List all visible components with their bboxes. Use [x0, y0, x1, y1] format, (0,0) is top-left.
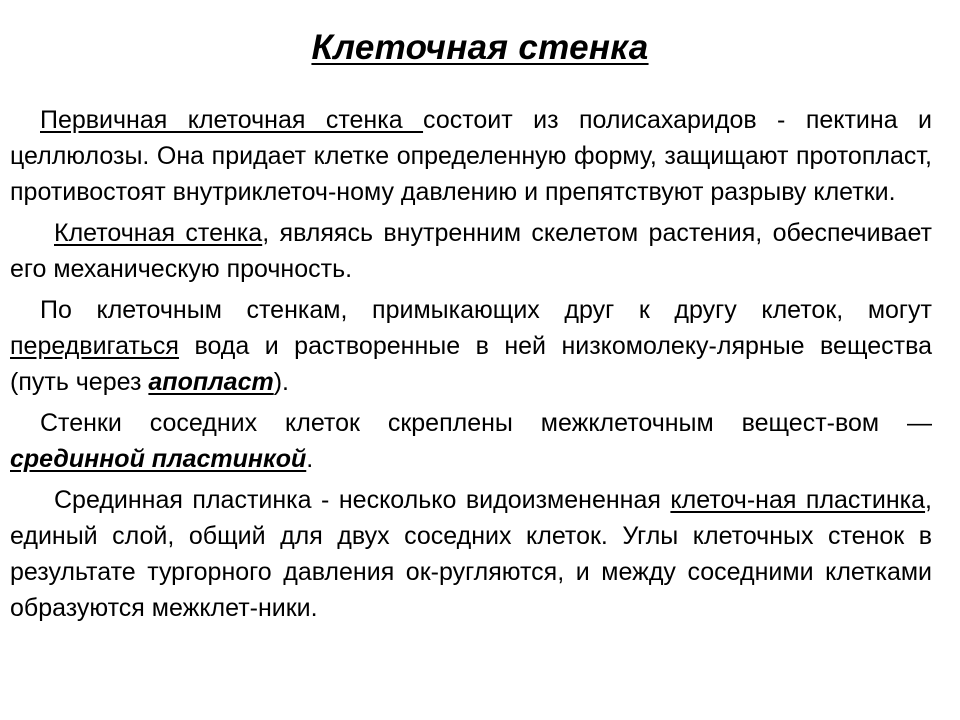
paragraph-text: По клеточным стенкам, примыкающих друг к другу клеток, могут	[40, 296, 932, 324]
indent	[10, 486, 54, 514]
paragraph-lamella-description	[10, 482, 932, 626]
indent	[10, 409, 40, 437]
paragraph-middle-lamella	[10, 405, 932, 477]
paragraph-cell-wall-skeleton	[10, 215, 932, 287]
indent	[10, 219, 54, 247]
paragraph-transport	[10, 292, 932, 400]
paragraph-text: .	[306, 445, 314, 473]
paragraph-text: состоит из полисахаридов - пектина и целлюлозы. Она придает клетке определенную форму, защищают протопласт, противостоят внутриклеточ-ному давлению и препятствуют разрыву клетки.	[10, 106, 932, 206]
term-cell-wall: Клеточная стенка	[54, 219, 263, 247]
indent	[10, 296, 40, 324]
indent	[10, 106, 40, 134]
slide-body	[10, 102, 932, 631]
paragraph-text: вода и растворенные в ней низкомолеку-лярные вещества (путь через	[10, 332, 932, 396]
term-cell-plate: клеточ-ная пластинка	[670, 486, 926, 514]
paragraph-text: , являясь внутренним скелетом растения, обеспечивает его механическую прочность.	[10, 219, 932, 283]
paragraph-text: ).	[273, 368, 289, 396]
term-apoplast: апопласт	[148, 368, 274, 396]
slide-title: Клеточная стенка	[311, 28, 649, 67]
term-primary-cell-wall: Первичная клеточная стенка	[40, 106, 424, 134]
paragraph-primary-wall	[10, 102, 932, 210]
term-move: передвигаться	[10, 332, 179, 360]
paragraph-text: , единый слой, общий для двух соседних клеток. Углы клеточных стенок в результате тургорного давления ок-ругляются, и между соседними клетками образуются межклет-ники.	[10, 486, 932, 622]
paragraph-text: Срединная пластинка - несколько видоизмененная	[54, 486, 671, 514]
paragraph-text: Стенки соседних клеток скреплены межклеточным вещест-вом —	[40, 409, 932, 437]
term-middle-lamella: срединной пластинкой	[10, 445, 307, 473]
